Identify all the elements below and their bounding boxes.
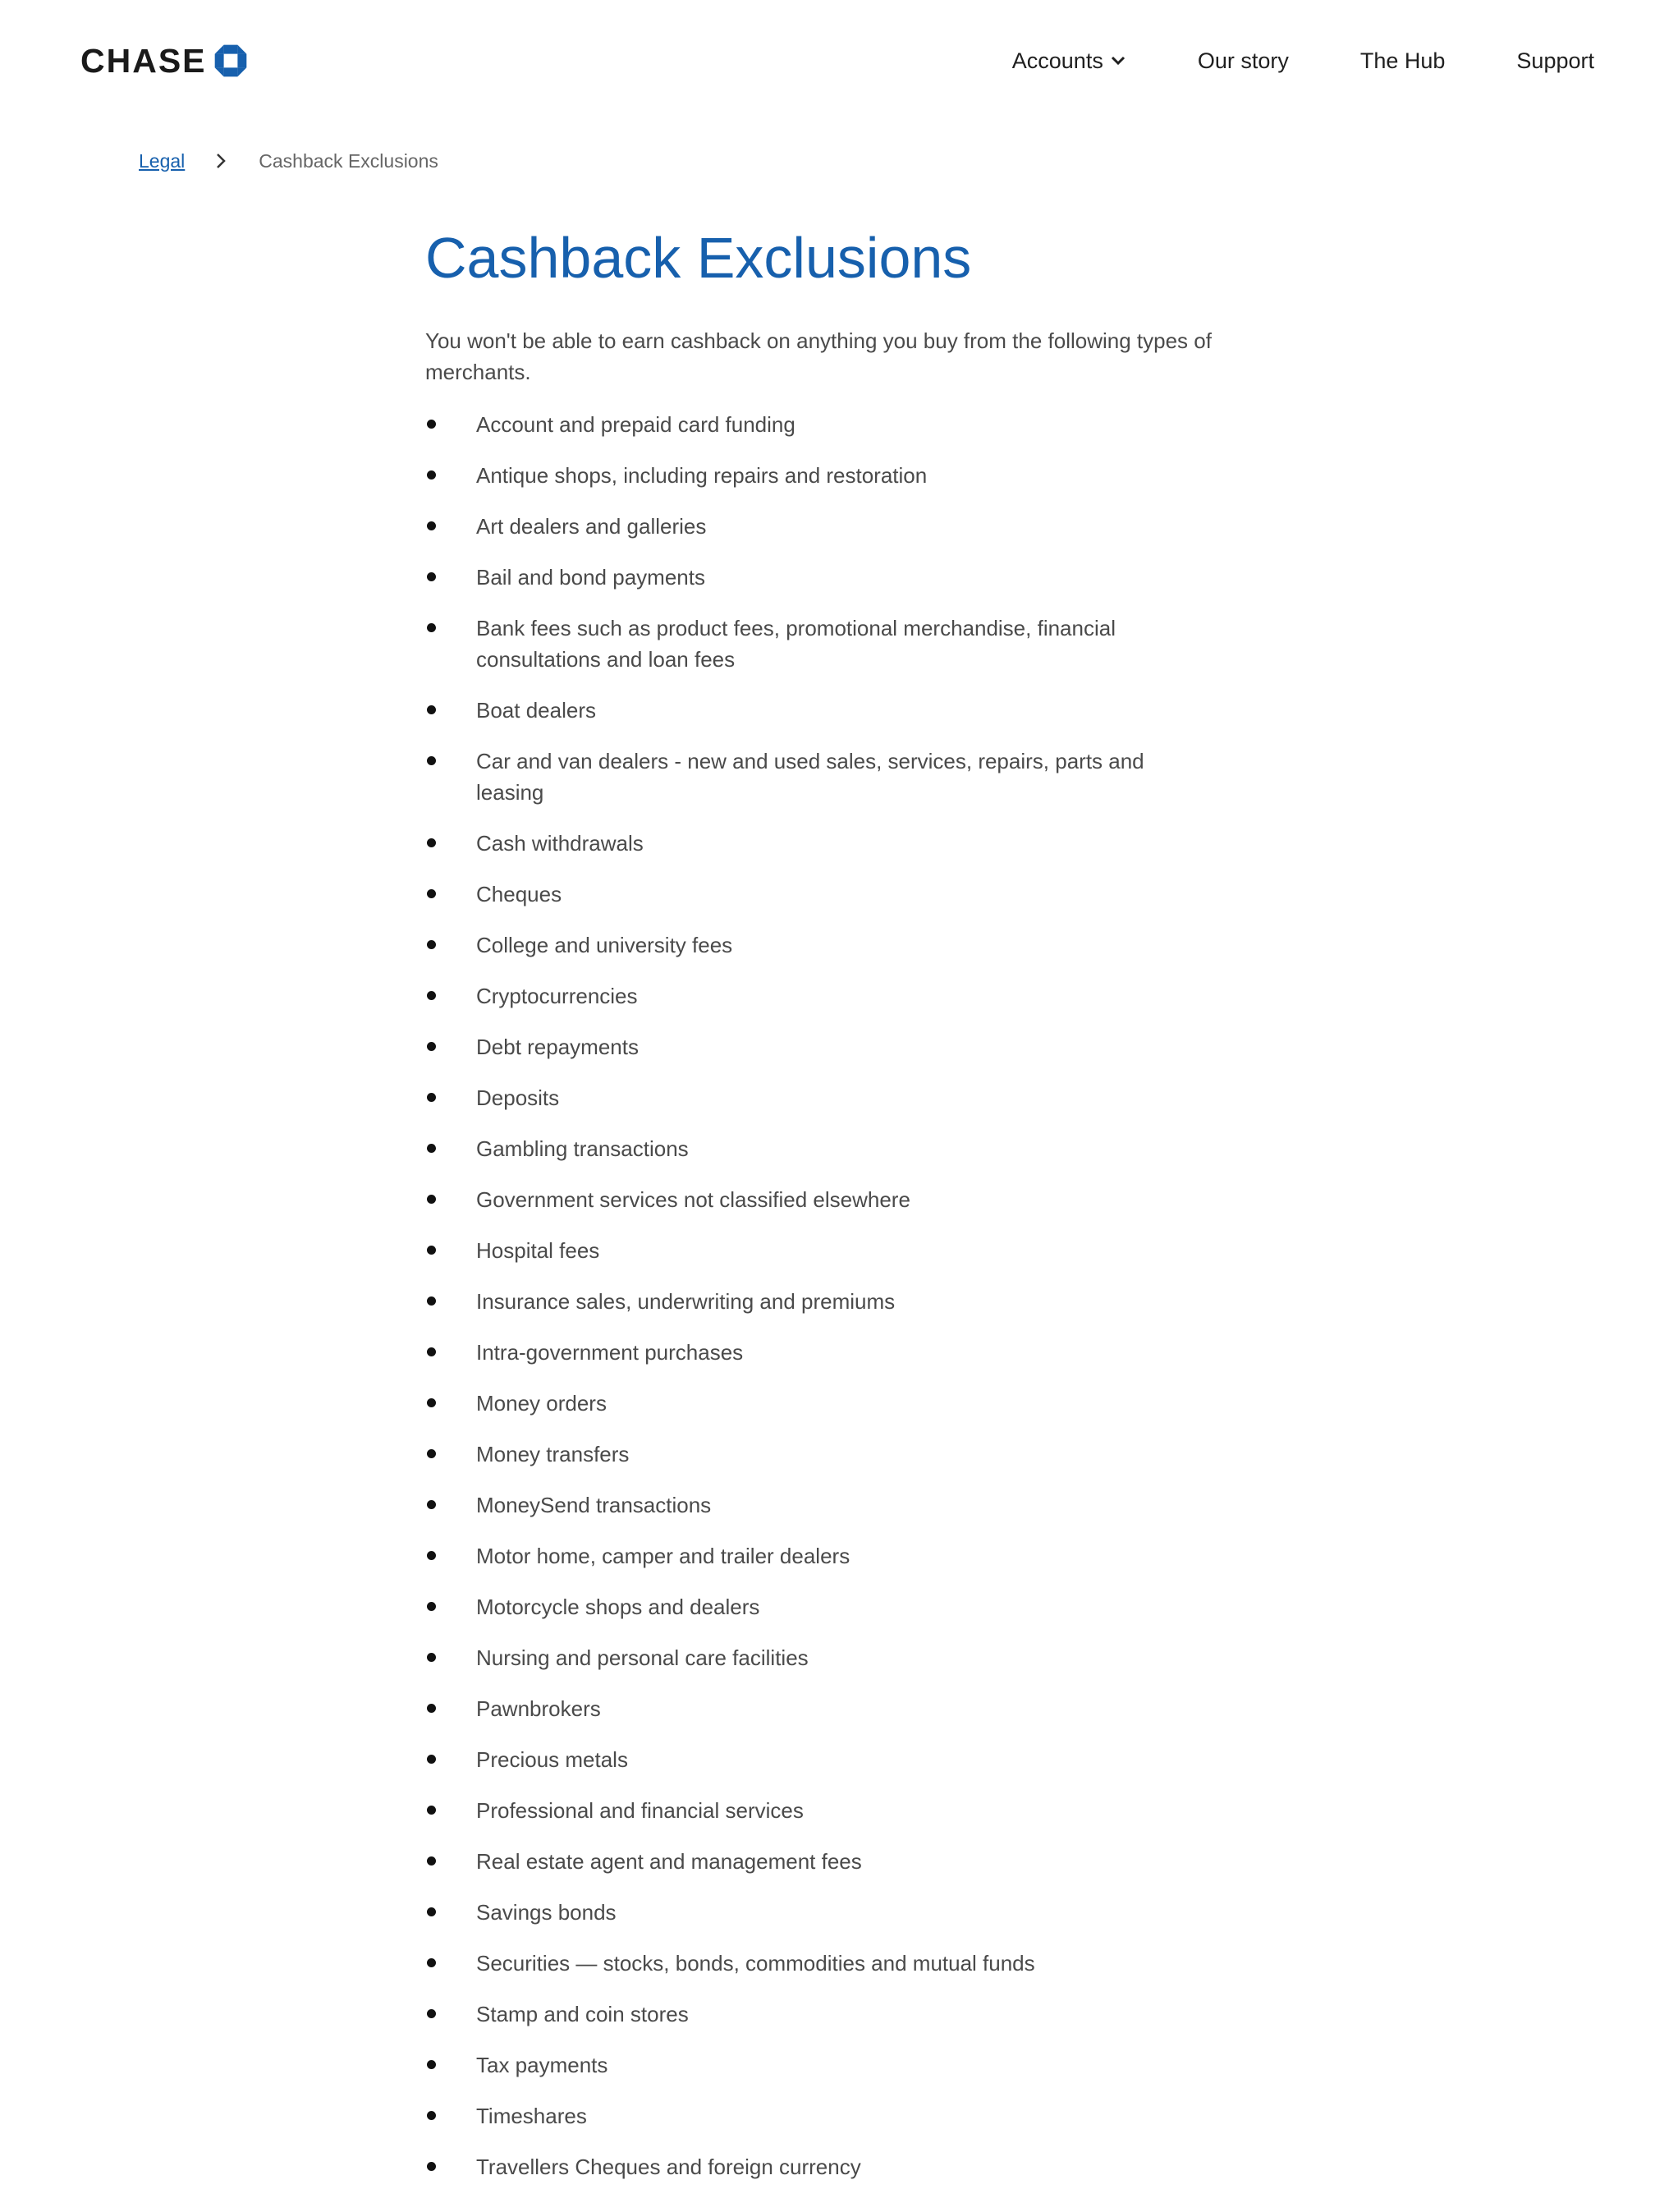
list-item — [425, 409, 1207, 440]
nav-our-story-label: Our story — [1197, 48, 1289, 73]
bullet-icon — [427, 940, 436, 949]
list-item — [425, 1846, 1207, 1877]
bullet-icon — [427, 889, 436, 898]
bullet-icon — [427, 1042, 436, 1051]
nav-the-hub-label: The Hub — [1359, 48, 1446, 73]
list-item-text: Real estate agent and management fees — [476, 1849, 862, 1874]
list-item-text: Antique shops, including repairs and restoration — [476, 463, 928, 488]
bullet-icon — [427, 2111, 436, 2120]
list-item-text: Bail and bond payments — [476, 565, 705, 590]
list-item-text: Gambling transactions — [476, 1136, 689, 1161]
bullet-icon — [427, 1907, 436, 1916]
list-item — [425, 828, 1207, 859]
bullet-icon — [427, 623, 436, 632]
list-item-text: Deposits — [476, 1085, 560, 1110]
bullet-icon — [427, 1246, 436, 1255]
list-item — [425, 460, 1207, 491]
list-item — [425, 511, 1207, 542]
nav-our-story[interactable] — [1198, 43, 1289, 79]
list-item — [425, 1031, 1207, 1062]
nav-accounts-label: Accounts — [1011, 48, 1103, 73]
list-item — [425, 1744, 1207, 1775]
list-item-text: Money transfers — [476, 1442, 630, 1466]
bullet-icon — [427, 572, 436, 581]
list-item — [425, 929, 1207, 961]
logo-wordmark: CHASE — [80, 42, 207, 80]
list-item-text: Intra-government purchases — [476, 1340, 744, 1365]
bullet-icon — [427, 1806, 436, 1815]
nav-support-label: Support — [1516, 48, 1594, 73]
list-item — [425, 1388, 1207, 1419]
list-item-text: Debt repayments — [476, 1035, 639, 1059]
list-item — [425, 1286, 1207, 1317]
list-item — [425, 1693, 1207, 1724]
bullet-icon — [427, 1602, 436, 1611]
list-item — [425, 879, 1207, 910]
bullet-icon — [427, 756, 436, 765]
list-item — [425, 2151, 1207, 2182]
list-item-text: Government services not classified elsewhere — [476, 1187, 910, 1212]
list-item-text: Professional and financial services — [476, 1798, 804, 1823]
list-item — [425, 1591, 1207, 1622]
bullet-icon — [427, 991, 436, 1000]
list-item — [425, 1642, 1207, 1673]
list-item-text: Securities — stocks, bonds, commodities and mutual funds — [476, 1951, 1035, 1976]
bullet-icon — [427, 1093, 436, 1102]
bullet-icon — [427, 705, 436, 714]
intro-text: You won't be able to earn cashback on anything you buy from the following types of merchants. — [425, 328, 1212, 384]
bullet-icon — [427, 521, 436, 530]
bullet-icon — [427, 2162, 436, 2171]
list-item-text: Savings bonds — [476, 1900, 617, 1925]
list-item-text: Art dealers and galleries — [476, 514, 707, 539]
list-item-text: College and university fees — [476, 933, 733, 957]
list-item-text: Boat dealers — [476, 698, 596, 723]
bullet-icon — [427, 1551, 436, 1560]
nav-accounts[interactable] — [1012, 43, 1126, 79]
bullet-icon — [427, 2060, 436, 2069]
chase-octagon-icon — [213, 44, 248, 78]
list-item-text: Cash withdrawals — [476, 831, 644, 856]
bullet-icon — [427, 1755, 436, 1764]
list-item-text: Precious metals — [476, 1747, 628, 1772]
list-item-text: Cryptocurrencies — [476, 984, 638, 1008]
list-item — [425, 2100, 1207, 2132]
site-header — [0, 0, 1678, 123]
breadcrumb-current: Cashback Exclusions — [259, 149, 438, 172]
list-item-text: Nursing and personal care facilities — [476, 1645, 809, 1670]
list-item — [425, 1489, 1207, 1521]
list-item — [425, 1795, 1207, 1826]
list-item — [425, 1337, 1207, 1368]
bullet-icon — [427, 1958, 436, 1967]
chevron-down-icon — [1110, 55, 1126, 67]
chase-logo[interactable] — [80, 41, 248, 80]
list-item-text: Tax payments — [476, 2053, 608, 2077]
list-item-text: Car and van dealers - new and used sales, services, repairs, parts and leasing — [476, 749, 1144, 805]
bullet-icon — [427, 420, 436, 429]
list-item — [425, 980, 1207, 1012]
list-item — [425, 1235, 1207, 1266]
exclusions-list — [425, 409, 1263, 2182]
bullet-icon — [427, 1856, 436, 1866]
list-item-text: Travellers Cheques and foreign currency — [476, 2155, 861, 2179]
list-item — [425, 1948, 1207, 1979]
list-item — [425, 746, 1207, 808]
breadcrumb-legal-link[interactable]: Legal — [139, 149, 186, 172]
bullet-icon — [427, 1347, 436, 1356]
bullet-icon — [427, 2009, 436, 2018]
list-item — [425, 695, 1207, 726]
chevron-right-icon — [214, 152, 227, 170]
list-item-text: Pawnbrokers — [476, 1696, 601, 1721]
list-item — [425, 1082, 1207, 1113]
nav-the-hub[interactable] — [1360, 43, 1446, 79]
list-item-text: Money orders — [476, 1391, 607, 1416]
list-item — [425, 562, 1207, 593]
list-item-text: Stamp and coin stores — [476, 2002, 689, 2026]
list-item-text: Motor home, camper and trailer dealers — [476, 1544, 850, 1568]
list-item — [425, 1439, 1207, 1470]
main-nav — [1012, 43, 1594, 79]
list-item — [425, 1133, 1207, 1164]
breadcrumb — [139, 145, 438, 177]
list-item-text: Cheques — [476, 882, 562, 906]
bullet-icon — [427, 1704, 436, 1713]
bullet-icon — [427, 1296, 436, 1306]
main-content — [425, 223, 1263, 2202]
list-item-text: MoneySend transactions — [476, 1493, 712, 1517]
list-item-text: Bank fees such as product fees, promotional merchandise, financial consultations and loan fees — [476, 616, 1116, 672]
list-item — [425, 613, 1207, 675]
list-item — [425, 1897, 1207, 1928]
bullet-icon — [427, 838, 436, 847]
bullet-icon — [427, 1449, 436, 1458]
bullet-icon — [427, 1398, 436, 1407]
list-item-text: Account and prepaid card funding — [476, 412, 795, 437]
bullet-icon — [427, 1195, 436, 1204]
list-item — [425, 1999, 1207, 2030]
list-item-text: Timeshares — [476, 2104, 587, 2128]
bullet-icon — [427, 1653, 436, 1662]
list-item-text: Motorcycle shops and dealers — [476, 1595, 760, 1619]
list-item — [425, 1540, 1207, 1572]
bullet-icon — [427, 1500, 436, 1509]
list-item — [425, 2049, 1207, 2081]
bullet-icon — [427, 1144, 436, 1153]
bullet-icon — [427, 470, 436, 480]
nav-support[interactable] — [1516, 43, 1594, 79]
list-item-text: Insurance sales, underwriting and premiums — [476, 1289, 896, 1314]
list-item — [425, 1184, 1207, 1215]
list-item-text: Hospital fees — [476, 1238, 600, 1263]
page-title: Cashback Exclusions — [425, 226, 972, 290]
